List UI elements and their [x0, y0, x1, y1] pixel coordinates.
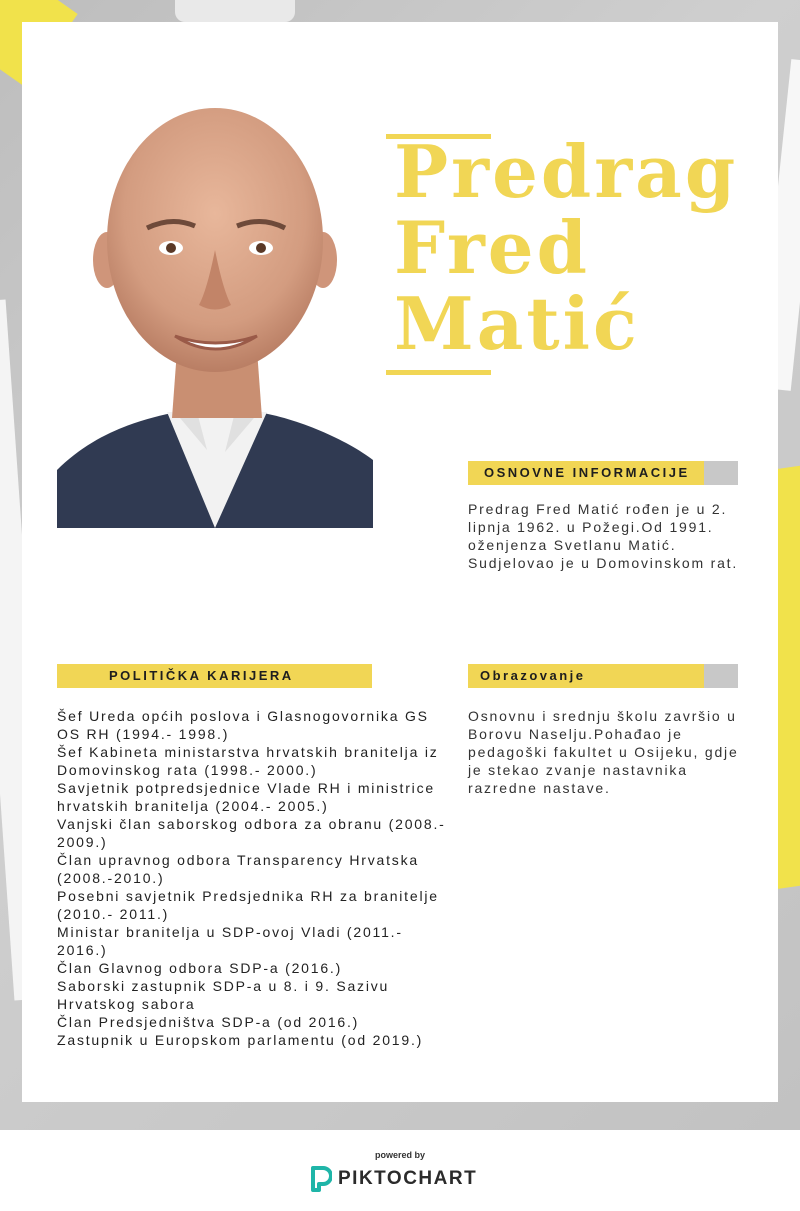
career-heading [57, 664, 372, 688]
portrait-illustration [57, 100, 373, 528]
piktochart-logo-link[interactable] [310, 1165, 477, 1193]
name-line-middle: Fred [394, 205, 590, 290]
career-heading-text: POLITIČKA KARIJERA [109, 668, 294, 683]
basic-info-heading-grey-end [704, 461, 738, 485]
powered-by-label: powered by [374, 1150, 425, 1160]
education-heading-text: Obrazovanje [480, 668, 586, 683]
piktochart-brand-text: PIKTOCHART [338, 1168, 478, 1189]
education-heading-grey-end [704, 664, 738, 688]
career-item: Član upravnog odbora Transparency Hrvatska (2008.-2010.) [57, 852, 419, 886]
profile-card [22, 22, 778, 1102]
career-item: Posebni savjetnik Predsjednika RH za branitelje (2010.- 2011.) [57, 888, 439, 922]
career-item: Član Predsjedništva SDP-a (od 2016.) [57, 1014, 360, 1030]
career-item: Ministar branitelja u SDP-ovoj Vladi (2011.- 2016.) [57, 924, 403, 958]
name-line-last: Matić [394, 281, 640, 366]
career-item: Šef Ureda općih poslova i Glasnogovornika GS OS RH (1994.- 1998.) [57, 708, 429, 742]
basic-info-heading [468, 461, 738, 485]
background-gadget [175, 0, 295, 22]
career-item: Saborski zastupnik SDP-a u 8. i 9. Sazivu Hrvatskog sabora [57, 978, 390, 1012]
portrait-photo [57, 100, 373, 528]
basic-info-heading-text: OSNOVNE INFORMACIJE [484, 465, 690, 480]
name-line-first: Predrag [394, 129, 739, 214]
career-item: Savjetnik potpredsjednice Vlade RH i ministrice hrvatskih branitelja (2004.- 2005.) [57, 780, 435, 814]
career-list [57, 707, 447, 1049]
name-accent-bar-bottom [386, 370, 491, 375]
education-heading [468, 664, 738, 688]
person-name [394, 129, 774, 366]
career-item: Zastupnik u Europskom parlamentu (od 2019.) [57, 1032, 424, 1048]
piktochart-logo-icon [310, 1166, 332, 1192]
career-item: Član Glavnog odbora SDP-a (2016.) [57, 960, 343, 976]
basic-info-text: Predrag Fred Matić rođen je u 2. lipnja 1962. u Požegi.Od 1991. oženjenza Svetlanu Matić. Sudjelovao je u Domovinskom rat. [468, 501, 739, 571]
education-text: Osnovnu i srednju školu završio u Borovu Naselju.Pohađao je pedagoški fakultet u Osijeku, gdje je stekao zvanje nastavnika razredne nastave. [468, 708, 739, 796]
career-item: Vanjski član saborskog odbora za obranu (2008.- 2009.) [57, 816, 446, 850]
career-item: Šef Kabineta ministarstva hrvatskih branitelja iz Domovinskog rata (1998.- 2000.) [57, 744, 439, 778]
